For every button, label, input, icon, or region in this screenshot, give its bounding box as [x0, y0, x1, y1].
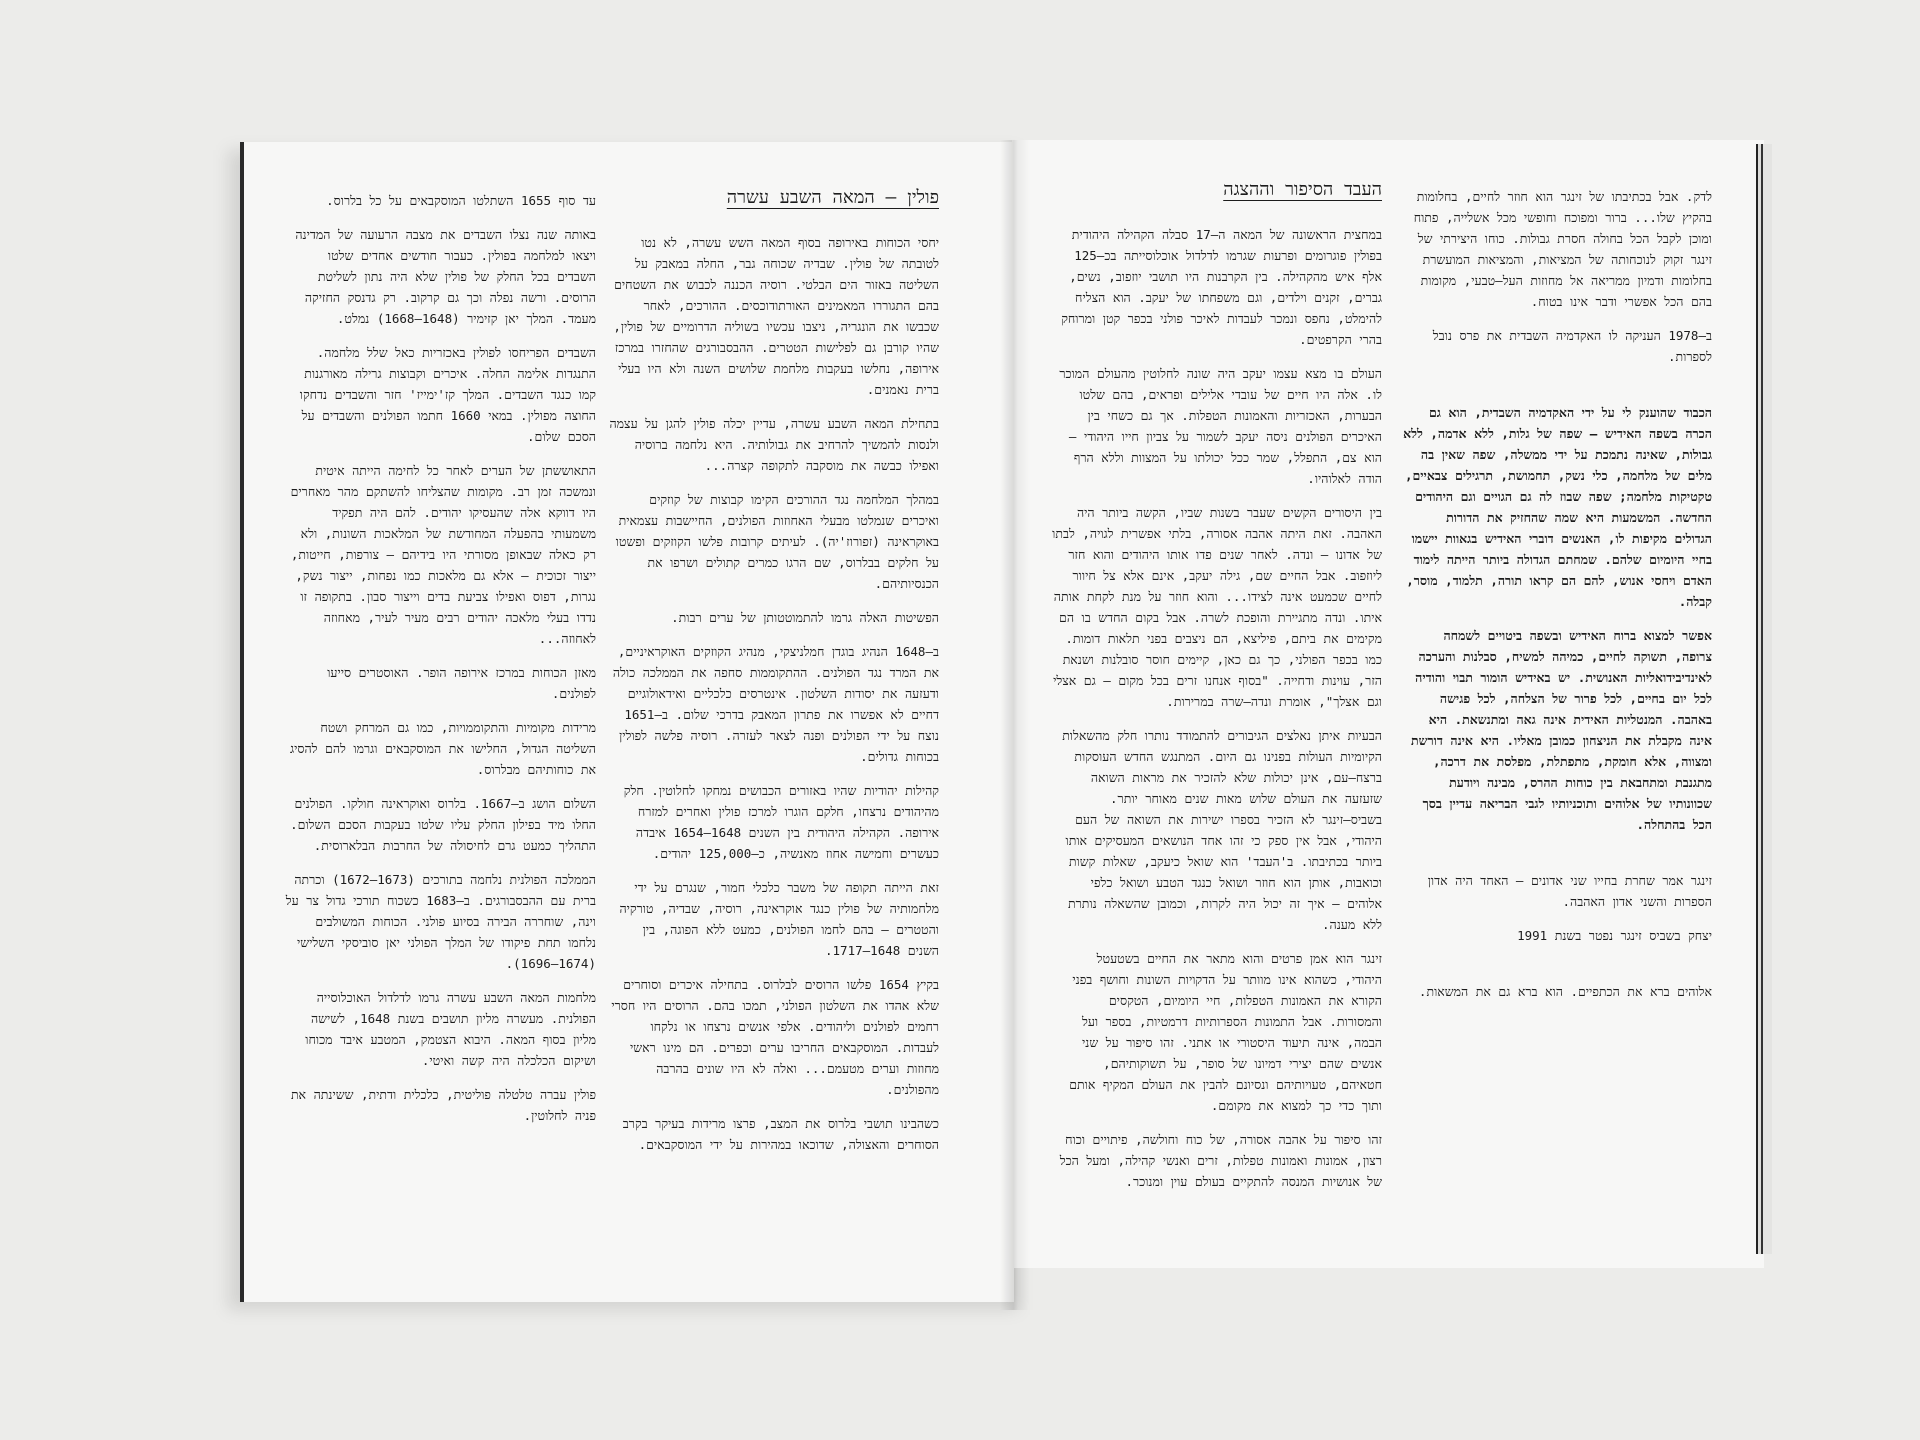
paragraph: במהלך המלחמה נגד ההורכים הקימו קבוצות של קוזקים ואיכרים שנמלטו מבעלי האחוזות הפולנים, החיישבות עצמאית באוקראינה (זפורוז'יה). לעיתים קרובות פלשו הקוזקים ופשטו על חלקים בבלרוס, שם הרגו כמרים קתולים ושרפו את הכנסיותיהם.	[615, 492, 939, 591]
right-page	[1012, 140, 1764, 1268]
spine-gutter	[1000, 140, 1030, 1310]
paragraph: כשהבינו תושבי בלרוס את המצב, פרצו מרידות בעיקר בקרב הסוחרים והאצולה, שדוכאו במהירות על ידי המוסקבאים.	[622, 1116, 939, 1152]
note: זינגר אמר שחרת בחייו שני אדונים – האחד היה אדון הספרות והשני אדון האהבה.	[1427, 873, 1712, 909]
paragraph: הממלכה הפולנית נלחמה בתורכים (1673–1672) וכרתה ברית עם ההבסבורגים. ב–1683 כשכוח תורכי גדול צר על וינה, שוחררה הבירה בסיוע פולני. הכוחות המשולבים נלחמו תחת פיקודו של המלך הפולני יאן סוביסקי השלישי (1674–1696).	[285, 872, 596, 971]
paragraph: מאזן הכוחות במרכז אירופה הופר. האוסטרים סייעו לפולנים.	[327, 665, 596, 701]
right-page-left-column	[1052, 178, 1382, 1205]
paragraph: הפשיטות האלה גרמו להתמוטטותן של ערים רבות.	[671, 610, 939, 625]
paragraph: באותה שנה נצלו השבדים את מצבה הרעועה של המדינה ויצאו למלחמה בפולין. כעבור חודשים אחדים שלטו השבדים בכל החלק של פולין שלא היה נתון לשליטת הרוסים. ורשה נפלה וכך גם קרקוב. רק גדנסק החזיקה מעמד. המלך יאן קזימיר (1648–1668) נמלט.	[295, 227, 596, 326]
paragraph: השבדים הפריחסו לפולין באכזריות כאל שלל מלחמה. התנגדות אלימה החלה. איכרים וקבוצות גרילה מאורגנות קמו כנגד השבדים. המלך קז'ימייז' חזר והשבדים נדחקו החוצה מפולין. במאי 1660 חתמו הפולנים והשבדים על הסכם שלום.	[299, 345, 596, 444]
quote-paragraph: הכבוד שהוענק לי על ידי האקדמיה השבדית, הוא גם הכרה בשפה האידיש – שפה של גלות, ללא אדמה, ללא גבולות, שאינה נתמכת על ידי ממשלה, שפה שאין בה מלים של מלחמה, כלי נשק, תחמושת, תרגילים צבאיים, טקטיקות מלחמה; שפה שבוז לה גם הגויים וגם היהודים החדשה. המשמעות היא שמה שהחזיק את הדורות הגדולים מקיפות לו, האנשים דוברי האידיש בגאוות יישמו בחיי היומיום שלהם. שמחתם הגדולה ביותר הייתה לימוד האדם ויחסי אנוש, להם הם קראו תורה, תלמוד, מוסר, קבלה.	[1403, 405, 1712, 609]
paragraph: מרידות מקומיות והתקוממויות, כמו גם המרחק ושטח השליטה הגדול, החלישו את המוסקבאים וגרמו להם להסיג את כוחותיהם מבלרוס.	[289, 720, 596, 777]
paragraph: פולין עברה טלטלה פוליטית, כלכלית ודתית, ששינתה את פניה לחלוטין.	[290, 1087, 596, 1123]
note: יצחק בשביס זינגר נפטר בשנת 1991	[1517, 928, 1712, 943]
paragraph: יחסי הכוחות באירופה בסוף המאה השש עשרה, לא נטו לטובתה של פולין. שבדיה שכוחה גבר, החלה במאבק על השליטה באזור הים הבלטי. רוסיה הכננה לכבוש את השטחים בהם התגוררו המאמינים האורתודוכסים. ההורכים, לאחר שכבשו את הונגריה, ניצבו עכשיו בשוליה הדרומיים של פולין, שהיו קורבן גם לפלישות הטטרים. ההבסבורגים שהחזרו במרכז אירופה, נחלשו בעקבות מלחמת שלושים השנה ולא היו בעלי ברית נאמנים.	[613, 235, 939, 397]
paragraph: לדק. אבל בכתיבתו של זינגר הוא חוזר לחיים, בחלומות בהקיץ שלו... ברור ומפוכח וחופשי מכל אשלייה, פתוח ומוכן לקבל הכל בחולה חסרת גבולות. כוחו היצירתי של זינגר זקוק לנוכחותה של המציאות, והמציאות המועשרת בחלומות ודמיון ממריאה אל מחוזות העל–טבעי, מקומות בהם הכל אפשרי ודבר אינו בטוח.	[1413, 189, 1712, 309]
paragraph: ב–1648 הנהיג בוגדן חמלניצקי, מנהיג הקוזקים האוקראיניים, את המרד נגד הפולנים. ההתקוממות סחפה את הממלכה כולה ודעזעה את יסודות השלטון. אינטרסים כלכליים ואידאולוגיים דחיים לא אפשרו את פתרון המאבק בדרכי שלום. ב–1651 נוצח על ידי הפולנים ופנה לצאר לעזרה. רוסיה פלשה לפולין בכוחות גדולים.	[612, 644, 939, 764]
paragraph: התאוששתן של הערים לאחר כל לחימה הייתה איטית ונמשכה זמן רב. מקומות שהצליחו להשתקם מהר מאחרים היו דווקא אלה שהעסיקו יהודים. להם היה תפקיד משמעותי בהפעלה המחודשת של המלאכות השונות, ולא רק כאלה שבאופן מסורתי היו בידיהם – צורפות, חייטות, ייצור זכוכית – אלא גם מלאכות כמו נפחות, ייצור נשק, נגרות, דפוס ואפילו צביעת בדים וייצור סבון. בתקופה זו נדדו בעלי מלאכה יהודים רבים מעיר לעיר, מאחוזה לאחוזה...	[290, 463, 596, 646]
section-title-poland: פולין – המאה השבע עשרה	[726, 187, 939, 208]
paragraph: קהילות יהודיות שהיו באזורים הכבושים נמחקו לחלוטין. חלק מהיהודים נרצחו, חלקם הוגרו למרכז פולין ואחרים למזרח אירופה. הקהילה היהודית בין השנים 1648–1654 איבדה כעשרים וחמישה אחוז מאנשיה, כ–125,000 יהודים.	[623, 783, 939, 861]
paragraph: הבעיות איתן נאלצים הגיבורים להתמודד נותרו חלק מהשאלות הקיומיות העולות בפנינו גם היום. המתנגש החדש העוסקות ברצח–עם, אינן יכולות שלא להזכיר את מראות השואה שזעזעה את העולם שלוש מאות שנים מאוחר יותר. בשביס–זינגר לא הזכיר בספרו ישירות את השואה של העם היהודי, אבל אין ספק כי זהו אחד הנושאים המעסיקים אותו ביותר בכתיבתו. ב'העבד' הוא שואל כיעקב, שאלות קשות וכואבות, אותן הוא חוזר ושואל כנגד הטבע ושואל כלפי אלוהים – איך זה יכול היה לקרות, וכמובן שהשאלה נותרת ללא מענה.	[1062, 728, 1382, 932]
paragraph: עד סוף 1655 השתלטו המוסקבאים על כל בלרוס.	[326, 193, 596, 208]
closing-quote: אלוהים ברא את הכתפיים. הוא ברא גם את המשאות.	[1418, 984, 1712, 999]
paragraph: במחצית הראשונה של המאה ה–17 סבלה הקהילה היהודית בפולין פוגרומים ופרעות שגרמו לדלדול אוכלוסייתה בכ–125 אלף איש מהקהילה. בין הקרבנות היו תושבי יוזפוב, נשים, גברים, זקנים וילדים, וגם משפחתו של יעקב. הוא הצליח להימלט, נחפס ונמכר לעבדות לאיכר פולני בכפר קטן ומרוחק בהרי הקרפטים.	[1061, 227, 1382, 347]
quote-paragraph: אפשר למצוא ברוח האידיש ובשפה ביטויים לשמחה צרופה, תשוקה לחיים, כמיהה למשיח, סבלנות והערכה לאינדיבידואליות האנושית. יש באידיש הומור תבוי והודיה לכל יום בחיים, לכל פרור של הצלחה, לכל פגישה באהבה. המנטליות האידית אינה גאה ומתנשאת. היא אינה מקבלת את הניצחון כמובן מאליו. היא אינה דורשת ומצווה, אלא חומקת, מתפתלת, מפלסת את דרכה, מתגנבת ומתחבאת בין כוחות ההרס, מבינה ויודעת שכוונותיו של אלוהים ותוכניותיו לגבי הבריאה עדיין בסך הכל בהתחלה.	[1411, 628, 1712, 832]
paragraph: בין היסורים הקשים שעבר בשנות שביו, הקשה ביותר היה האהבה. זאת היתה אהבה אסורה, בלתי אפשרית לגויה, לבתו של אדונו – ונדה. לאחר שנים פדו אותו היהודים והוא חזר ליוזפוב. אבל החיים שם, גילה יעקב, אינם אלא צל חיוור לחיים שכמעט אינה לצידו... והוא חוזר על מנת לקחת אותה איתו. ונדה מתגיירת והופכת לשרה. אבל בקום החדש בו הם מקימים את ביתם, פיליצא, הם ניצבים בפני תלאות דומות. כמו בכפר הפולני, כך גם כאן, קיימים חוסר סובלנות ושנאת הזר, עוינות ודחייה. "בסוף אנחנו זרים בכל מקום – גם אצלי וגם אצלך", אומרת ונדה–שרה במרירות.	[1052, 505, 1382, 709]
paragraph: מלחמות המאה השבע עשרה גרמו לדלדול האוכלוסייה הפולנית. מעשרה מליון תושבים בשנת 1648, לשישה מליון בסוף המאה. היבוא הצטמק, המטבע איבד מכוחו ושיקום הכלכלה היה קשה ואיטי.	[305, 990, 596, 1068]
nobel-speech-quote	[1402, 402, 1712, 835]
page-stack-edge	[1756, 144, 1772, 1254]
paragraph: השלום הושג ב–1667. בלרוס ואוקראינה חולקו. הפולנים החלו מיד בפילון החלק עליו שלטו בעקבות הסכם השלום. התהליך כמעט גרם לחיסולה של החרבות הבלארוסית.	[290, 796, 596, 853]
paragraph: בקיץ 1654 פלשו הרוסים לבלרוס. בתחילה איכרים וסוחרים שלא אהדו את השלטון הפולני, תמכו בהם. הרוסים היו חסרי רחמים לפולנים וליהודים. אלפי אנשים נרצחו או נלקחו לעבדות. המוסקבאים החריבו ערים וכפרים. הם מינו ראשי מחוזות וערים מטעמם... ואלה לא היו שונים בהרבה מהפולנים.	[611, 977, 939, 1097]
left-page-left-column	[284, 190, 596, 1139]
paragraph: זינגר הוא אמן פרטים והוא מתאר את החיים בשטעטל היהודי, כשהוא אינו מוותר על הדקויות השונות וחושף בפני הקורא את האמונות הטפלות, חיי היומיום, הטקסים והמסורות. אבל התמונות הספרותיות דרמטיות, בספר ועל הבמה, אינה תיעוד היסטורי או אתני. זהו סיפור על שני אנשים שהם יצירי דמיונו של סופר, על תשוקותיהם, חטאיהם, טעויותיהם ונסיונם להבין את העולם המקיף אותם ותוך כדי כך למצוא את מקומם.	[1069, 951, 1382, 1113]
paragraph: זאת הייתה תקופה של משבר כלכלי חמור, שנגרם על ידי מלחמותיה של פולין כנגד אוקראינה, רוסיה, שבדיה, טורקיה והטטרים – בהם לחמו הפולנים, כמעט ללא הפוגה, בין השנים 1648–1717.	[619, 880, 939, 958]
section-title-slave: העבד הסיפור וההצגה	[1223, 179, 1382, 200]
paragraph: ב–1978 העניקה לו האקדמיה השבדית את פרס נובל לספרות.	[1432, 328, 1712, 364]
paragraph: בתחילת המאה השבע עשרה, עדיין יכלה פולין להגן על עצמה ולנסות להמשיך להרחיב את גבולותיה. היא נלחמה ברוסיה ואפילו כבשה את מוסקבה לתקופה קצרה...	[609, 416, 939, 473]
paragraph: העולם בו מצא עצמו יעקב היה שונה לחלוטין מהעולם המוכר לו. אלה היו חיים של עובדי אלילים ופראים, בהם שלטו הבערות, האכזריות והאמונות הטפלות. אך גם כשחי בין האיכרים הפולנים ניסה יעקב לשמור על צביון חייו היהודי – הוא צם, התפלל, שמר ככל יכולתו על המצוות וללא הרף הודה לאלוהיו.	[1059, 366, 1382, 486]
paragraph: זהו סיפור על אהבה אסורה, של כוח וחולשה, פיתויים וכוח רצון, אמונות ואמונות טפלות, זרים ואנשי קהילה, ומעל הכל של אנושיות המנסה להתקיים בעולם עוין ומנוכר.	[1059, 1132, 1382, 1189]
right-page-right-column	[1402, 186, 1712, 1015]
left-page-right-column	[609, 186, 939, 1168]
left-page	[240, 142, 1014, 1302]
